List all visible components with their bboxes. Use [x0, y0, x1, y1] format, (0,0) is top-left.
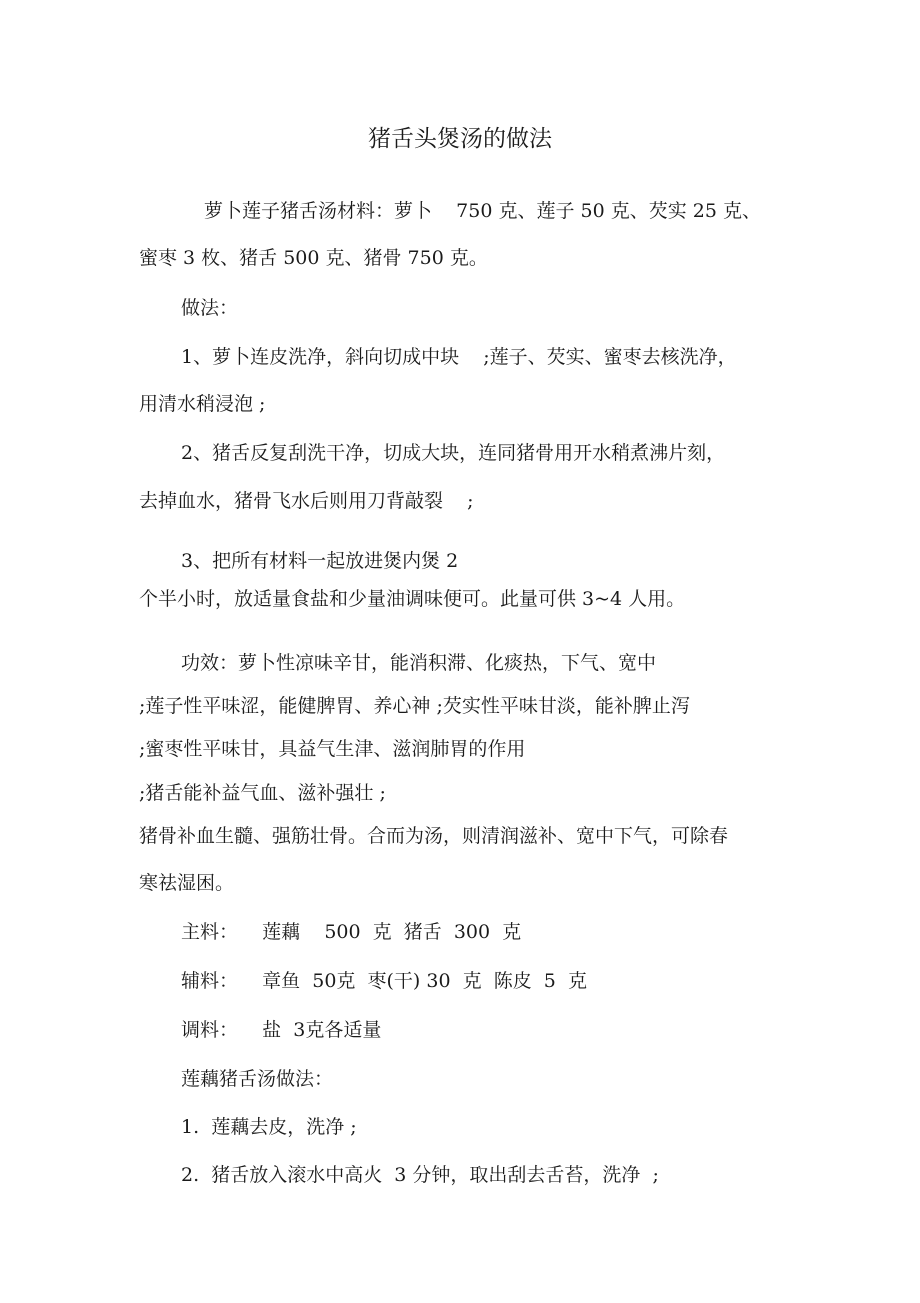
effects-line-2: ;莲子性平味涩，能健脾胃、养心神 ;芡实性平味甘淡，能补脾止泻: [139, 695, 690, 717]
effects-line-1: 功效：萝卜性凉味辛甘，能消积滞、化痰热，下气、宽中: [181, 652, 657, 674]
ingredients-line-2: 蜜枣 3 枚、猪舌 500 克、猪骨 750 克。: [139, 247, 488, 269]
auxiliary-ingredients: 辅料： 章鱼 50克 枣(干) 30 克 陈皮 5 克: [181, 970, 587, 992]
document-title: 猪舌头煲汤的做法: [368, 126, 552, 152]
lotus-step-2: 2. 猪舌放入滚水中高火 3 分钟，取出刮去舌苔，洗净 ;: [181, 1164, 659, 1186]
main-ingredients: 主料： 莲藕 500 克 猪舌 300 克: [181, 921, 522, 943]
step-2-line-2: 去掉血水，猪骨飞水后则用刀背敲裂 ;: [139, 490, 474, 512]
method-heading: 做法：: [181, 297, 239, 319]
ingredients-line-1: 萝卜莲子猪舌汤材料：萝卜 750 克、莲子 50 克、芡实 25 克、: [204, 200, 761, 222]
effects-line-3: ;蜜枣性平味甘，具益气生津、滋润肺胃的作用: [139, 738, 526, 760]
lotus-root-method-heading: 莲藕猪舌汤做法：: [181, 1068, 334, 1090]
effects-line-5: 猪骨补血生髓、强筋壮骨。合而为汤，则清润滋补、宽中下气，可除春: [139, 825, 729, 847]
lotus-step-1: 1. 莲藕去皮，洗净 ;: [181, 1116, 357, 1138]
step-3-line-1: 3、把所有材料一起放进煲内煲 2: [181, 550, 459, 572]
effects-line-6: 寒祛湿困。: [139, 872, 235, 894]
step-1-line-2: 用清水稍浸泡 ;: [139, 393, 266, 415]
effects-line-4: ;猪舌能补益气血、滋补强壮 ;: [139, 782, 386, 804]
step-1-line-1: 1、萝卜连皮洗净，斜向切成中块 ;莲子、芡实、蜜枣去核洗净，: [181, 346, 737, 368]
seasoning: 调料： 盐 3克各适量: [181, 1019, 382, 1041]
step-3-line-2: 个半小时，放适量食盐和少量油调味便可。此量可供 3~4 人用。: [139, 588, 686, 610]
step-2-line-1: 2、猪舌反复刮洗干净，切成大块，连同猪骨用开水稍煮沸片刻，: [181, 442, 726, 464]
